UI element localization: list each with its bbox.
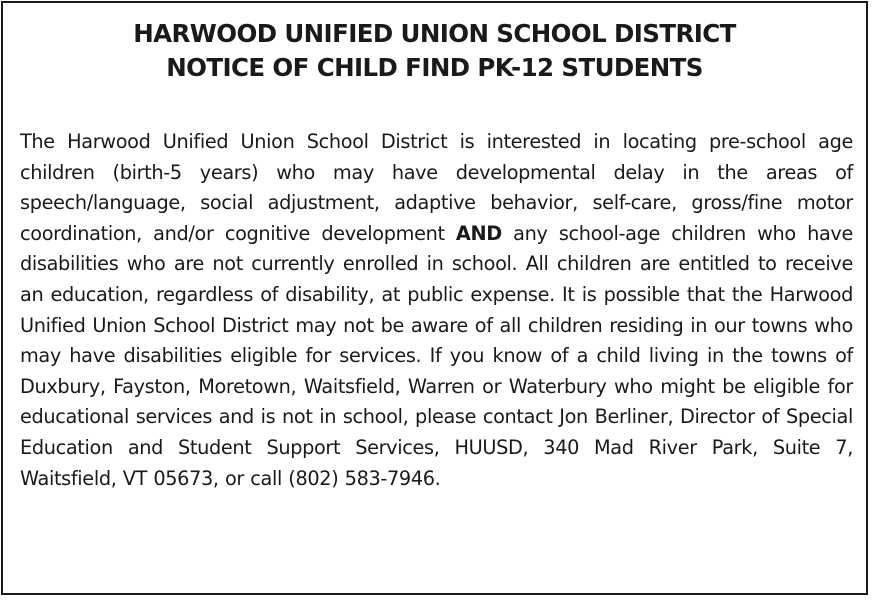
notice-body (20, 127, 853, 494)
notice-body-emphasis: AND (455, 221, 502, 245)
notice-body-part1: The Harwood Unified Union School District is interested in locating pre-school age children (birth-5 years) who may have developmental delay in the areas of speech/language, social adjustment, adaptive behavior, self-care, gross/fine motor coordination, and/or cognitive development (20, 130, 853, 245)
notice-body-part2: any school-age children who have disabilities who are not currently enrolled in school. All children are entitled to receive an education, regardless of disability, at public expense. It is possible that the Harwood Unified Union School District may not be aware of all children residing in our towns who may have disabilities eligible for services. If you know of a child living in the towns of Duxbury, Fayston, Moretown, Waitsfield, Warren or Waterbury who might be eligible for educational services and is not in school, please contact Jon Berliner, Director of Special Education and Student Support Services, HUUSD, 340 Mad River Park, Suite 7, Waitsfield, VT 05673, or call (802) 583-7946. (20, 221, 853, 490)
notice-title (3, 17, 866, 85)
title-line-notice: NOTICE OF CHILD FIND PK-12 STUDENTS (166, 53, 703, 82)
notice-box (1, 1, 868, 595)
title-line-district: HARWOOD UNIFIED UNION SCHOOL DISTRICT (133, 19, 736, 48)
